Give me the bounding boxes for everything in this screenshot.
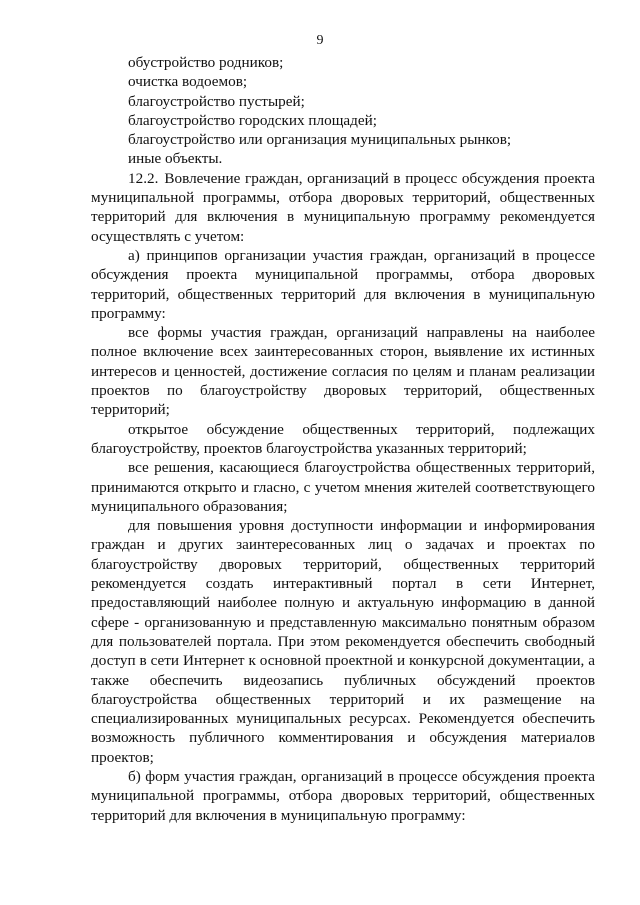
- paragraph-b-forms: б) форм участия граждан, организаций в процессе обсуждения проекта муниципальной программы, отбора дворовых территорий, общественных территорий для включения в муниципальную программу:: [91, 767, 595, 824]
- section-12-2-paragraph: [91, 169, 595, 246]
- section-number: 12.2.: [128, 169, 159, 187]
- list-item: благоустройство городских площадей;: [128, 111, 377, 129]
- list-item: иные объекты.: [128, 150, 223, 168]
- list-item: обустройство родников;: [128, 54, 284, 71]
- document-body: [91, 53, 595, 825]
- paragraph-a-principles: а) принципов организации участия граждан, организаций в процессе обсуждения проекта муниципальной программы, отбора дворовых территорий, общественных территорий для включения в муниципальную программу:: [91, 246, 595, 322]
- page-number: 9: [316, 33, 324, 48]
- list-item: очистка водоемов;: [128, 73, 248, 91]
- paragraph-inclusion: все формы участия граждан, организаций направлены на наиболее полное включение всех заинтересованных сторон, выявление их истинных интересов и ценностей, достижение согласия по целям и планам реализации проектов по благоустройству дворовых территорий, общественных территорий;: [91, 324, 595, 419]
- list-item: благоустройство пустырей;: [128, 92, 305, 110]
- objects-list: [91, 53, 595, 169]
- section-text: Вовлечение граждан, организаций в процесс обсуждения проекта муниципальной программы, отбора дворовых территорий, общественных территорий для включения в муниципальную программу рекомендуется осуществлять с учетом:: [91, 169, 595, 245]
- paragraph-open-discussion: открытое обсуждение общественных территорий, подлежащих благоустройству, проектов благоустройства указанных территорий;: [91, 420, 595, 457]
- list-item: благоустройство или организация муниципальных рынков;: [128, 131, 512, 149]
- paragraph-decisions: все решения, касающиеся благоустройства общественных территорий, принимаются открыто и гласно, с учетом мнения жителей соответствующего муниципального образования;: [91, 459, 595, 515]
- paragraph-internet-portal: для повышения уровня доступности информации и информирования граждан и других заинтересованных лиц о задачах и проектах по благоустройству дворовых территорий, общественных территорий рекомендуется создать интерактивный портал в сети Интернет, предоставляющий наиболее полную и актуальную информацию в данной сфере - организованную и представленную максимально понятным образом для пользователей портала. При этом рекомендуется обеспечить свободный доступ в сети Интернет к основной проектной и конкурсной документации, а также обеспечить видеозапись публичных обсуждений проектов благоустройства общественных территорий и их размещение на специализированных муниципальных ресурсах. Рекомендуется обеспечить возможность публичного комментирования и обсуждения материалов проектов;: [91, 517, 595, 766]
